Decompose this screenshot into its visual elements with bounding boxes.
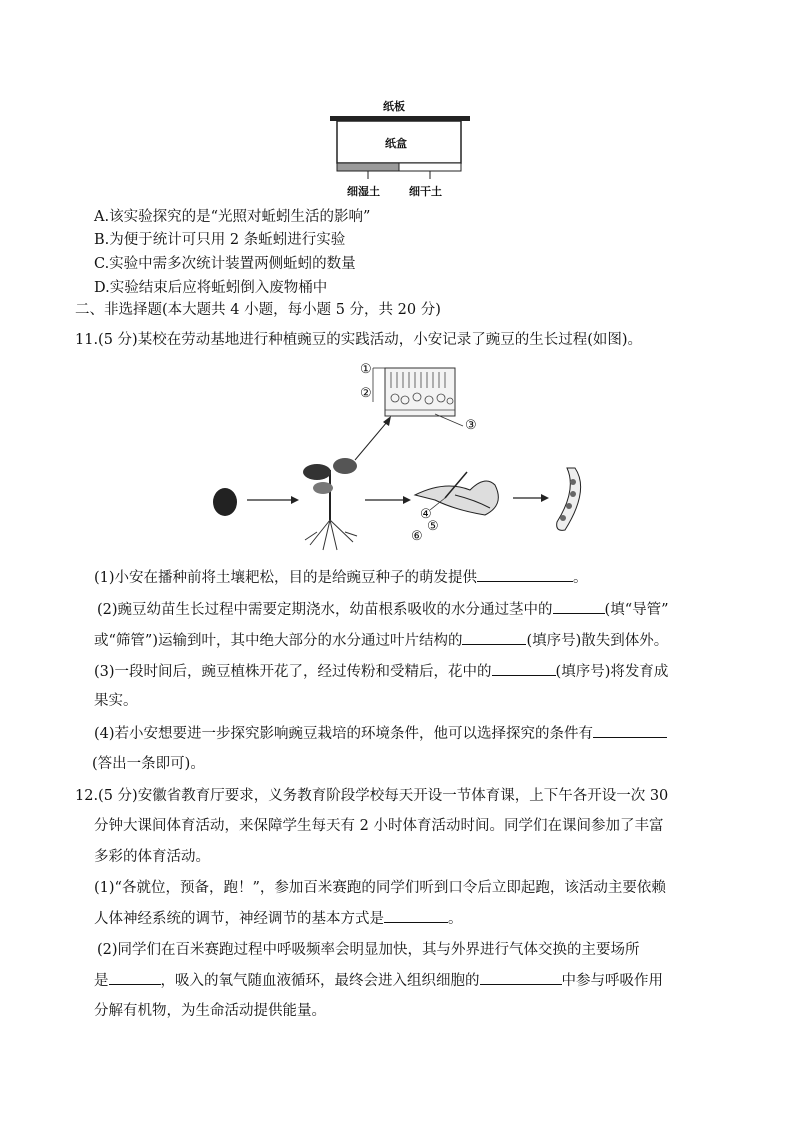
- leaf-cross-section: [373, 368, 463, 426]
- marker-3: ③: [465, 418, 477, 433]
- pea-seedling: [303, 458, 357, 550]
- marker-5: ⑤: [427, 519, 439, 534]
- answer-blank[interactable]: [480, 970, 562, 985]
- marker-1: ①: [360, 362, 372, 377]
- box-label: 纸盒: [385, 137, 407, 150]
- q11-part1: (1)小安在播种前将土壤耙松，目的是给豌豆种子的萌发提供 。: [94, 567, 588, 588]
- pea-growth-diagram: [205, 360, 595, 555]
- pea-seed: [213, 488, 237, 516]
- q11-part3-line2: 果实。: [94, 693, 138, 709]
- option-d: D.实验结束后应将蚯蚓倒入废物桶中: [94, 280, 328, 296]
- q11-part4-line1: (4)若小安想要进一步探究影响豌豆栽培的环境条件，他可以选择探究的条件有: [94, 723, 667, 744]
- pea-growth-figure: [205, 360, 595, 555]
- marker-4: ④: [420, 507, 432, 522]
- q12-stem-line1: 12.(5 分)安徽省教育厅要求，义务教育阶段学校每天开设一节体育课，上下午各开设一次 30: [75, 788, 669, 804]
- answer-blank[interactable]: [109, 970, 161, 985]
- marker-2: ②: [360, 386, 372, 401]
- q12-part1-line1: (1)“各就位，预备，跑！”，参加百米赛跑的同学们听到口令后立即起跑，该活动主要依赖: [94, 880, 666, 896]
- q11-part2-line2: 或“筛管”)运输到叶，其中绝大部分的水分通过叶片结构的 (填序号)散失到体外。: [94, 630, 668, 651]
- q11-part3-line1: (3)一段时间后，豌豆植株开花了，经过传粉和受精后，花中的 (填序号)将发育成: [94, 661, 668, 682]
- answer-blank[interactable]: [553, 599, 605, 614]
- q11-part4-line2: (答出一条即可)。: [92, 756, 205, 772]
- option-b: B.为便于统计可只用 2 条蚯蚓进行实验: [94, 232, 346, 248]
- dry-soil-label: 细干土: [409, 185, 442, 198]
- section-header: 二、非选择题(本大题共 4 小题，每小题 5 分，共 20 分): [75, 302, 441, 318]
- wet-soil-label: 细湿土: [347, 185, 380, 198]
- answer-blank[interactable]: [492, 661, 556, 676]
- option-a: A.该实验探究的是“光照对蚯蚓生活的影响”: [94, 209, 371, 225]
- option-c: C.实验中需多次统计装置两侧蚯蚓的数量: [94, 256, 356, 272]
- board-label: 纸板: [383, 100, 405, 113]
- answer-blank[interactable]: [462, 630, 526, 645]
- marker-6: ⑥: [411, 529, 423, 544]
- dry-soil-region: [399, 163, 461, 171]
- q12-part2-line1: (2)同学们在百米赛跑过程中呼吸频率会明显加快，其与外界进行气体交换的主要场所: [97, 942, 640, 958]
- answer-blank[interactable]: [477, 567, 573, 582]
- q12-part2-line3: 分解有机物，为生命活动提供能量。: [94, 1003, 326, 1019]
- q12-stem-line3: 多彩的体育活动。: [94, 849, 210, 865]
- q12-part2-line2: 是 ，吸入的氧气随血液循环，最终会进入组织细胞的 中参与呼吸作用: [94, 970, 663, 991]
- answer-blank[interactable]: [384, 908, 448, 923]
- pea-pod: [557, 468, 581, 530]
- q12-stem-line2: 分钟大课间体育活动，来保障学生每天有 2 小时体育活动时间。同学们在课间参加了丰富: [94, 818, 664, 834]
- q11-stem: 11.(5 分)某校在劳动基地进行种植豌豆的实践活动，小安记录了豌豆的生长过程(如图)。: [75, 332, 643, 348]
- experiment-box-figure: [325, 95, 475, 205]
- q12-part1-line2: 人体神经系统的调节，神经调节的基本方式是 。: [94, 908, 463, 929]
- answer-blank[interactable]: [593, 723, 667, 738]
- q11-part2-line1: (2)豌豆幼苗生长过程中需要定期浇水，幼苗根系吸收的水分通过茎中的 (填“导管”: [97, 599, 669, 620]
- wet-soil-region: [337, 163, 399, 171]
